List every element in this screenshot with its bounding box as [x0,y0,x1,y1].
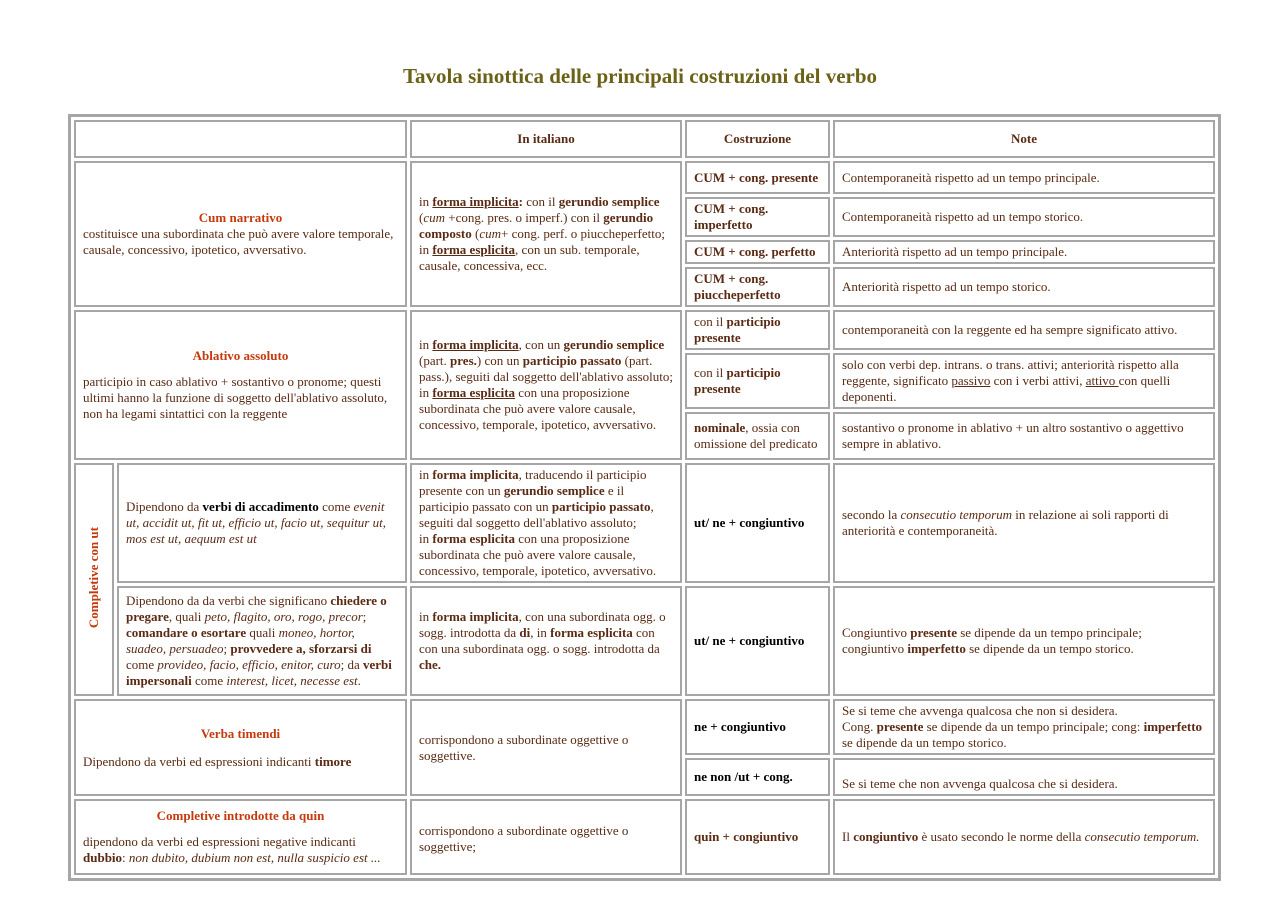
ut-a-note: secondo la consecutio temporum in relazione ai soli rapporti di anteriorità e contemporaneità. [833,463,1215,583]
abl-desc: participio in caso ablativo + sostantivo o pronome; questi ultimi hanno la funzione di soggetto dell'ablativo assoluto, non ha legami sintattici con la reggente [83,374,388,421]
abl-row-1 [74,310,1215,350]
abl-note-1: contemporaneità con la reggente ed ha sempre significato attivo. [833,310,1215,350]
cum-note-2: Contemporaneità rispetto ad un tempo storico. [833,197,1215,237]
cum-costr-3: CUM + cong. perfetto [685,240,830,264]
header-note: Note [833,120,1215,158]
ut-row-2 [74,586,1215,696]
tim-costr-2: ne non /ut + cong. [685,758,830,796]
tim-italiano: corrispondono a subordinate oggettive o soggettive. [410,699,682,796]
ut-vertical-label: Completive con ut [86,526,101,629]
quin-note: Il congiuntivo è usato secondo le norme della consecutio temporum. [833,799,1215,875]
quin-row [74,799,1215,875]
cum-note-1: Contemporaneità rispetto ad un tempo principale. [833,161,1215,194]
cum-italiano: in forma implicita: con il gerundio semplice (cum +cong. pres. o imperf.) con il gerundio composto (cum+ cong. perf. o piuccheperfetto; in forma esplicita, con un sub. temporale, causale, concessiva, ecc. [410,161,682,307]
cum-note-4: Anteriorità rispetto ad un tempo storico. [833,267,1215,307]
abl-title-cell [74,310,407,460]
tim-costr-1: ne + congiuntivo [685,699,830,755]
tim-row-1 [74,699,1215,755]
ut-b-desc: Dipendono da da verbi che significano chiedere o pregare, quali peto, flagito, oro, rogo, precor; comandare o esortare quali moneo, hortor, suadeo, persuadeo; provvedere a, sforzarsi di come provideo, facio, efficio, enitor, curo; da verbi impersonali come interest, licet, necesse est. [117,586,407,696]
abl-note-3: sostantivo o pronome in ablativo + un altro sostantivo o aggettivo sempre in ablativo. [833,412,1215,460]
ut-b-italiano: in forma implicita, con una subordinata ogg. o sogg. introdotta da di, in forma esplicita con con una subordinata ogg. o sogg. introdotta da che. [410,586,682,696]
header-empty [74,120,407,158]
ut-vertical-label-cell [74,463,114,696]
cum-costr-4: CUM + cong. piuccheperfetto [685,267,830,307]
ut-a-desc: Dipendono da verbi di accadimento come evenit ut, accidit ut, fit ut, efficio ut, facio ut, sequitur ut, mos est ut, aequum est ut [117,463,407,583]
quin-title: Completive introdotte da quin [156,808,325,823]
ut-a-costr: ut/ ne + congiuntivo [685,463,830,583]
abl-italiano: in forma implicita, con un gerundio semplice (part. pres.) con un participio passato (part. pass.), seguiti dal soggetto dell'ablativo assoluto; in forma esplicita con una proposizione subordinata che può avere valore causale, concessivo, temporale, ipotetico, avversativo. [410,310,682,460]
tim-note-2: Se si teme che non avvenga qualcosa che si desidera. [833,758,1215,796]
ut-b-costr: ut/ ne + congiuntivo [685,586,830,696]
ut-a-italiano: in forma implicita, traducendo il participio presente con un gerundio semplice e il participio passato con un participio passato, seguiti dal soggetto dell'ablativo assoluto; in forma esplicita con una proposizione subordinata che può avere valore causale, concessivo, temporale, ipotetico, avversativo. [410,463,682,583]
cum-note-3: Anteriorità rispetto ad un tempo principale. [833,240,1215,264]
abl-note-2: solo con verbi dep. intrans. o trans. attivi; anteriorità rispetto alla reggente, significato passivo con i verbi attivi, attivo con quelli deponenti. [833,353,1215,409]
ut-row-1 [74,463,1215,583]
quin-italiano: corrispondono a subordinate oggettive o soggettive; [410,799,682,875]
cum-title-cell [74,161,407,307]
quin-costr: quin + congiuntivo [685,799,830,875]
abl-costr-2: con il participio presente [685,353,830,409]
tim-title-cell: Verba timendi Dipendono da verbi ed espressioni indicanti timore [74,699,407,796]
header-costruzione: Costruzione [685,120,830,158]
ut-b-note: Congiuntivo presente se dipende da un tempo principale; congiuntivo imperfetto se dipende da un tempo storico. [833,586,1215,696]
page-title: Tavola sinottica delle principali costruzioni del verbo [402,64,878,88]
abl-title: Ablativo assoluto [192,348,289,363]
cum-costr-1: CUM + cong. presente [685,161,830,194]
synoptic-table [68,114,1221,881]
abl-costr-3: nominale, ossia con omissione del predicato [685,412,830,460]
cum-desc: costituisce una subordinata che può avere valore temporale, causale, concessivo, ipotetico, avversativo. [83,226,394,257]
header-row [74,120,1215,158]
cum-costr-2: CUM + cong. imperfetto [685,197,830,237]
cum-title: Cum narrativo [198,210,283,225]
tim-note-1: Se si teme che avvenga qualcosa che non si desidera. Cong. presente se dipende da un tempo principale; cong: imperfetto se dipende da un tempo storico. [833,699,1215,755]
header-in-italiano: In italiano [410,120,682,158]
quin-title-cell: Completive introdotte da quin dipendono da verbi ed espressioni negative indicanti dubbio: non dubito, dubium non est, nulla suspicio est ... [74,799,407,875]
cum-row-1 [74,161,1215,194]
abl-costr-1: con il participio presente [685,310,830,350]
tim-title: Verba timendi [200,725,281,741]
